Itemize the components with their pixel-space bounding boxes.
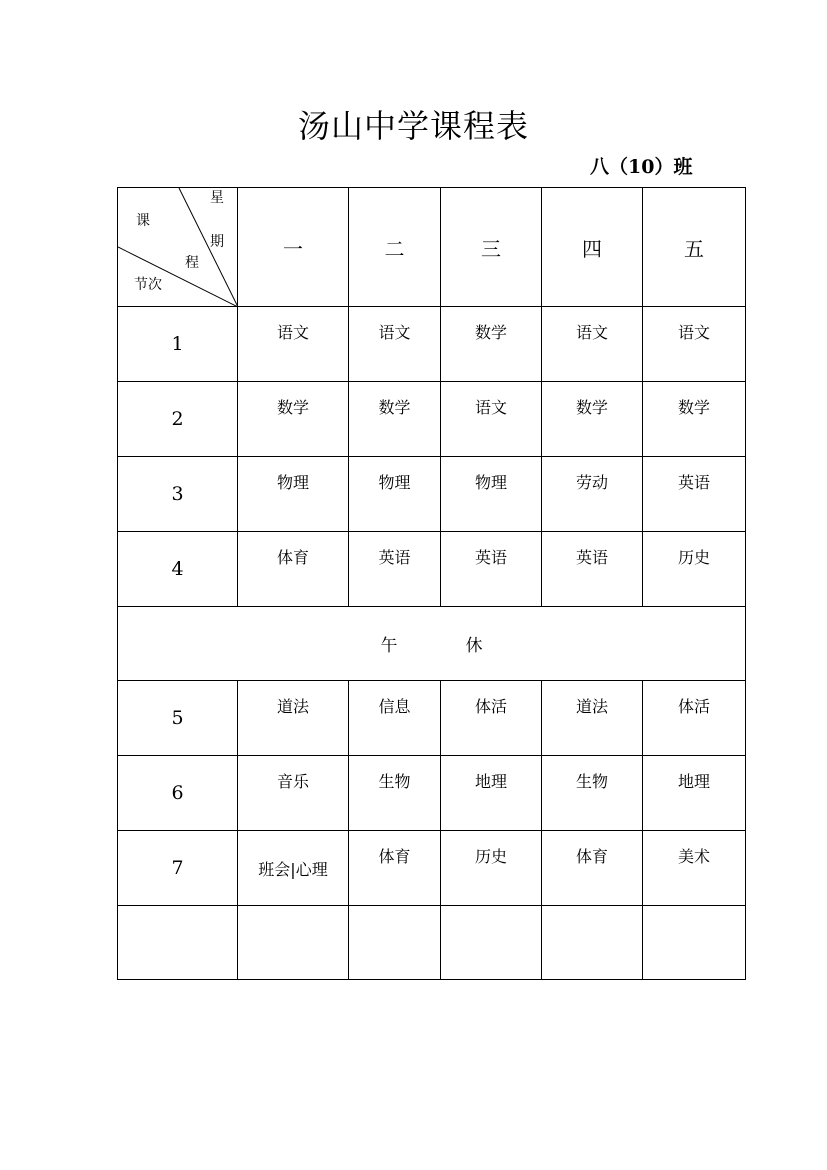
subject-cell: [643, 906, 746, 980]
period-number: [118, 906, 238, 980]
subject-cell: [238, 831, 349, 906]
subject-label: [542, 906, 642, 919]
subject-label: 劳动: [575, 473, 608, 492]
subject-label: 语文: [677, 323, 710, 342]
subject-cell: [643, 756, 746, 831]
subject-label: [349, 906, 440, 919]
subject-label: 物理: [378, 473, 411, 492]
subject-cell: [542, 906, 643, 980]
subject-label: 物理: [474, 473, 507, 492]
corner-label-week-2: 期: [210, 234, 224, 250]
subject-label: 物理: [276, 473, 309, 492]
subject-label: 英语: [575, 548, 608, 567]
subject-label: 英语: [378, 548, 411, 567]
subject-label: 信息: [378, 697, 411, 716]
subject-cell: [349, 307, 441, 382]
subject-cell: [542, 532, 643, 607]
subject-label: 体活: [677, 697, 710, 716]
subject-cell: [441, 307, 542, 382]
subject-label: 地理: [474, 772, 507, 791]
subject-label: 体育: [276, 548, 309, 567]
subject-cell: [238, 307, 349, 382]
period-row: [118, 756, 746, 831]
corner-label-course-2: 程: [185, 255, 199, 271]
subject-cell: [441, 831, 542, 906]
subject-label: 语文: [276, 323, 309, 342]
subject-cell: [643, 681, 746, 756]
subject-cell: [542, 382, 643, 457]
subject-cell: [349, 831, 441, 906]
subject-label: 数学: [575, 398, 608, 417]
lunch-break-cell: [118, 607, 746, 681]
subject-label: 数学: [378, 398, 411, 417]
subject-label: 体育: [378, 847, 411, 866]
subject-cell: [643, 831, 746, 906]
subject-cell: [542, 681, 643, 756]
subject-label: 数学: [677, 398, 710, 417]
day-header: 五: [643, 188, 746, 307]
subject-cell: [349, 681, 441, 756]
subject-label: 美术: [677, 847, 710, 866]
day-header: 二: [349, 188, 441, 307]
subject-cell: [441, 457, 542, 532]
subject-cell: [238, 906, 349, 980]
subject-cell: [238, 457, 349, 532]
period-number: 4: [118, 532, 238, 607]
subject-label: [643, 906, 745, 919]
subject-cell: [441, 382, 542, 457]
period-row: [118, 307, 746, 382]
period-number: 1: [118, 307, 238, 382]
period-row: [118, 532, 746, 607]
lunch-label-2: 休: [465, 636, 483, 656]
page-title: 汤山中学课程表: [297, 107, 529, 145]
period-row: [118, 457, 746, 532]
subject-label: 道法: [575, 697, 608, 716]
subject-label: 音乐: [276, 772, 309, 791]
subject-label: 英语: [677, 473, 710, 492]
subject-cell: [441, 532, 542, 607]
period-row: [118, 681, 746, 756]
corner-label-course-1: 课: [136, 213, 150, 229]
subject-cell: [542, 756, 643, 831]
corner-header-cell: [118, 188, 238, 307]
period-number: 5: [118, 681, 238, 756]
subject-cell: [441, 756, 542, 831]
subject-cell: [238, 756, 349, 831]
subject-cell: [441, 906, 542, 980]
period-number: 2: [118, 382, 238, 457]
subject-cell: [349, 532, 441, 607]
header-row: [118, 188, 746, 307]
schedule-table: [117, 187, 746, 980]
subject-label: 语文: [474, 398, 507, 417]
day-header: 一: [238, 188, 349, 307]
subject-cell: [441, 681, 542, 756]
corner-label-period: 节次: [134, 277, 162, 293]
subject-cell: [238, 681, 349, 756]
period-row: [118, 831, 746, 906]
period-row: [118, 906, 746, 980]
subject-cell: [643, 457, 746, 532]
subject-label: 班会|心理: [258, 859, 328, 879]
subject-label: 语文: [378, 323, 411, 342]
day-header: 四: [542, 188, 643, 307]
subject-label: 语文: [575, 323, 608, 342]
subject-cell: [643, 382, 746, 457]
subject-cell: [349, 382, 441, 457]
subject-label: 生物: [378, 772, 411, 791]
subject-cell: [349, 457, 441, 532]
subject-cell: [643, 532, 746, 607]
subject-label: 数学: [276, 398, 309, 417]
period-number: 7: [118, 831, 238, 906]
period-number: 3: [118, 457, 238, 532]
subject-cell: [542, 831, 643, 906]
class-label: 八（10）班: [590, 156, 693, 178]
subject-label: [238, 906, 348, 919]
subject-cell: [542, 457, 643, 532]
subject-cell: [238, 532, 349, 607]
lunch-row: [118, 607, 746, 681]
day-header: 三: [441, 188, 542, 307]
lunch-label-1: 午: [380, 636, 398, 656]
subject-label: 道法: [276, 697, 309, 716]
subject-label: 历史: [474, 847, 507, 866]
subject-cell: [349, 906, 441, 980]
subject-label: 地理: [677, 772, 710, 791]
subject-label: 英语: [474, 548, 507, 567]
period-number: 6: [118, 756, 238, 831]
subject-label: 生物: [575, 772, 608, 791]
subject-cell: [238, 382, 349, 457]
corner-label-week-1: 星: [210, 190, 224, 206]
subject-cell: [643, 307, 746, 382]
subject-cell: [349, 756, 441, 831]
subject-label: 体活: [474, 697, 507, 716]
subject-label: 数学: [474, 323, 507, 342]
subject-label: [441, 906, 541, 919]
subject-label: 历史: [677, 548, 710, 567]
subject-cell: [542, 307, 643, 382]
period-row: [118, 382, 746, 457]
subject-label: 体育: [575, 847, 608, 866]
